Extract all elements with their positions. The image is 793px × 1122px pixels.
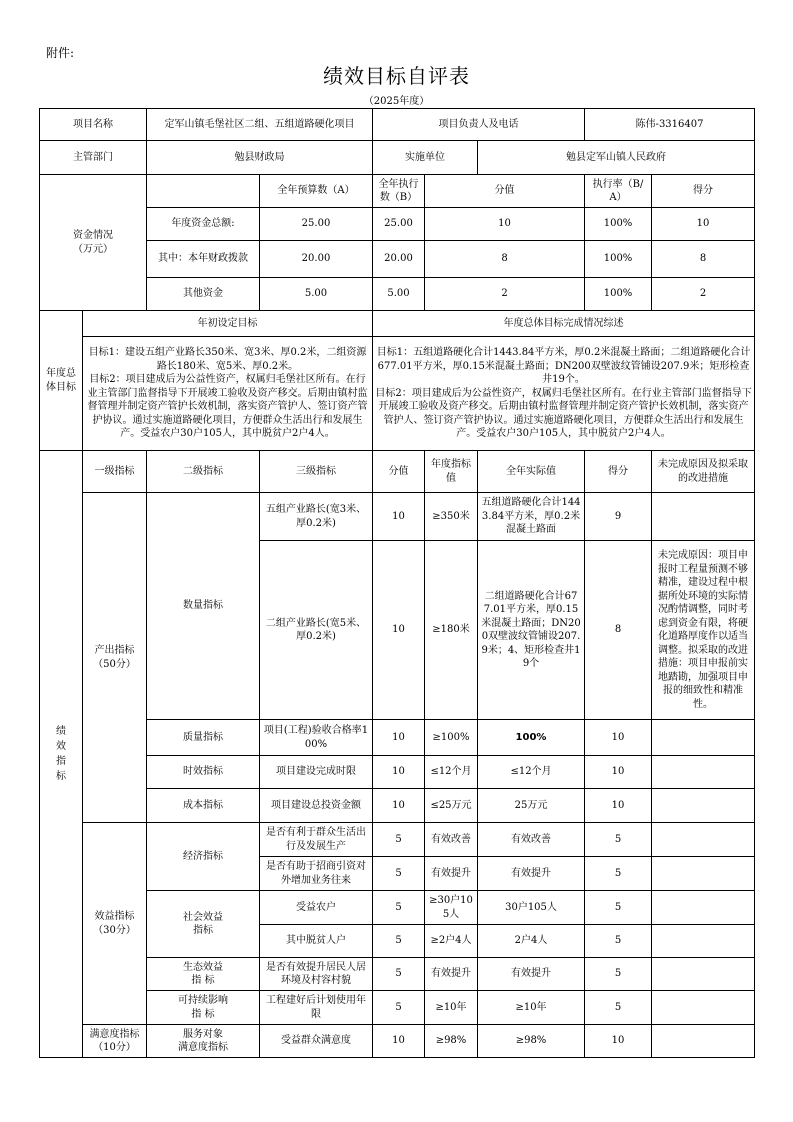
l3-indicator: 是否有利于群众生活出行及发展生产 (260, 823, 373, 857)
actual-value: 100% (478, 720, 585, 756)
target-value: 有效提升 (425, 958, 478, 991)
reason (652, 823, 755, 857)
l3-indicator: 项目建设总投资金额 (260, 789, 373, 823)
score: 5 (585, 891, 652, 925)
impl-label: 实施单位 (373, 141, 478, 175)
score: 9 (585, 493, 652, 541)
reason (652, 925, 755, 958)
target-value: 有效提升 (425, 857, 478, 891)
benefit-indicator-label: 效益指标 （30分） (83, 823, 147, 1025)
output-indicator-label: 产出指标 （50分） (83, 493, 147, 823)
score: 5 (585, 823, 652, 857)
funds-corner (147, 175, 260, 208)
l3-indicator: 受益农户 (260, 891, 373, 925)
score: 8 (585, 541, 652, 720)
target-value: ≤12个月 (425, 756, 478, 789)
reason (652, 756, 755, 789)
score-value: 5 (373, 823, 425, 857)
funds-header-b: 全年执行数（B） (373, 175, 425, 208)
economic-indicator-label: 经济指标 (147, 823, 260, 891)
score: 5 (585, 925, 652, 958)
funds-header-a: 全年预算数（A） (260, 175, 373, 208)
dept-label: 主管部门 (40, 141, 147, 175)
attachment-label: 附件: (46, 46, 75, 60)
summary-text: 目标1：五组道路硬化合计1443.84平方米，厚0.2米混凝土路面；二组道路硬化合计677.01平方米，厚0.15米混凝土路面；DN200双壁波纹管铺设207.9米；矩形检查井19个。 目标2：项目建成后为公益性资产，权属归毛堡社区所有。在行业主管部门监督指导下开展竣工验收及资产移交。后期由镇村监督管理并制定资产管护长效机制，落实资产管护人、签订资产管护协议。通过实施道路硬化项目，方便群众生活出行和发展生产。受益农户30户105人，其中脱贫户2户4人。 (373, 337, 755, 451)
actual-value: 二组道路硬化合计677.01平方米，厚0.15米混凝土路面；DN200双壁波纹管铺设207.9米；4、矩形检查井19个 (478, 541, 585, 720)
actual-value: 有效改善 (478, 823, 585, 857)
actual-value: 有效提升 (478, 958, 585, 991)
score-value: 5 (373, 891, 425, 925)
funds-row-score: 8 (652, 241, 755, 278)
funds-row-name: 年度资金总额: (147, 208, 260, 241)
funds-row-score-value: 8 (425, 241, 585, 278)
score-value: 10 (373, 1025, 425, 1058)
actual-value: 30户105人 (478, 891, 585, 925)
actual-value: 25万元 (478, 789, 585, 823)
satisfaction-indicator-label: 满意度指标 （10分） (83, 1025, 147, 1058)
l3-indicator: 项目(工程)验收合格率100% (260, 720, 373, 756)
target-value: ≥180米 (425, 541, 478, 720)
actual-value: 五组道路硬化合计1443.84平方米，厚0.2米混凝土路面 (478, 493, 585, 541)
l3-indicator: 项目建设完成时限 (260, 756, 373, 789)
ecological-indicator-label: 生态效益 指 标 (147, 958, 260, 991)
l3-indicator: 工程建好后计划使用年限 (260, 991, 373, 1025)
reason (652, 891, 755, 925)
l3-indicator: 五组产业路长(宽3米、厚0.2米) (260, 493, 373, 541)
score: 10 (585, 1025, 652, 1058)
l3-indicator: 二组产业路长(宽5米、厚0.2米) (260, 541, 373, 720)
year-label: （2025年度） (363, 96, 430, 107)
l3-indicator: 是否有助于招商引资对外增加业务往来 (260, 857, 373, 891)
quality-indicator-label: 质量指标 (147, 720, 260, 756)
goals-label: 年度总体目标 (40, 311, 83, 451)
ind-header-score: 得分 (585, 451, 652, 493)
score: 10 (585, 756, 652, 789)
score-value: 10 (373, 789, 425, 823)
ind-header-l3: 三级指标 (260, 451, 373, 493)
reason (652, 789, 755, 823)
funds-row-b: 20.00 (373, 241, 425, 278)
ind-header-l2: 二级指标 (147, 451, 260, 493)
funds-row-rate: 100% (585, 208, 652, 241)
actual-value: 有效提升 (478, 857, 585, 891)
score: 5 (585, 857, 652, 891)
funds-row-a: 25.00 (260, 208, 373, 241)
ind-header-score-value: 分值 (373, 451, 425, 493)
evaluation-table (39, 108, 755, 1058)
score-value: 5 (373, 857, 425, 891)
dept-value: 勉县财政局 (147, 141, 373, 175)
funds-row-name: 其中：本年财政拨款 (147, 241, 260, 278)
target-value: ≥98% (425, 1025, 478, 1058)
sustainability-indicator-label: 可持续影响 指 标 (147, 991, 260, 1025)
service-satisfaction-label: 服务对象 满意度指标 (147, 1025, 260, 1058)
summary-header: 年度总体目标完成情况综述 (373, 311, 755, 337)
funds-row-a: 20.00 (260, 241, 373, 278)
l3-indicator: 是否有效提升居民人居环境及村容村貌 (260, 958, 373, 991)
funds-row-score-value: 10 (425, 208, 585, 241)
funds-row-name: 其他资金 (147, 278, 260, 311)
actual-value: 2户4人 (478, 925, 585, 958)
reason: 未完成原因：项目申报时工程量预测不够精准，建设过程中根据所处环境的实际情况酌情调整，同时考虑到资金有限，将硬化道路厚度作以适当调整。拟采取的改进措施：项目申报前实地踏勘，加强项目申报的细致性和精准性。 (652, 541, 755, 720)
l3-indicator: 其中脱贫人户 (260, 925, 373, 958)
project-name-label: 项目名称 (40, 109, 147, 141)
cost-indicator-label: 成本指标 (147, 789, 260, 823)
reason (652, 493, 755, 541)
score: 5 (585, 958, 652, 991)
funds-row-b: 25.00 (373, 208, 425, 241)
actual-value: ≤12个月 (478, 756, 585, 789)
reason (652, 1025, 755, 1058)
quantity-indicator-label: 数量指标 (147, 493, 260, 720)
score-value: 5 (373, 958, 425, 991)
page-title: 绩效目标自评表 (323, 64, 470, 88)
indicators-label: 绩效指标 (40, 451, 83, 1058)
target-value: ≥350米 (425, 493, 478, 541)
funds-row-b: 5.00 (373, 278, 425, 311)
funds-header-score-value: 分值 (425, 175, 585, 208)
score-value: 10 (373, 756, 425, 789)
target-value: ≥2户4人 (425, 925, 478, 958)
funds-header-rate: 执行率（B/A） (585, 175, 652, 208)
target-value: ≥100% (425, 720, 478, 756)
reason (652, 958, 755, 991)
social-indicator-label: 社会效益 指标 (147, 891, 260, 958)
project-name: 定军山镇毛堡社区二组、五组道路硬化项目 (147, 109, 373, 141)
l3-indicator: 受益群众满意度 (260, 1025, 373, 1058)
reason (652, 991, 755, 1025)
ind-header-l1: 一级指标 (83, 451, 147, 493)
actual-value: ≥10年 (478, 991, 585, 1025)
funds-row-score: 10 (652, 208, 755, 241)
actual-value: ≥98% (478, 1025, 585, 1058)
funds-row-a: 5.00 (260, 278, 373, 311)
score-value: 10 (373, 493, 425, 541)
target-value: ≤25万元 (425, 789, 478, 823)
funds-label: 资金情况 （万元） (40, 175, 147, 311)
score: 5 (585, 991, 652, 1025)
funds-row-rate: 100% (585, 278, 652, 311)
score-value: 5 (373, 991, 425, 1025)
funds-row-rate: 100% (585, 241, 652, 278)
ind-header-reason: 未完成原因及拟采取的改进措施 (652, 451, 755, 493)
ind-header-actual: 全年实际值 (478, 451, 585, 493)
initial-goal-header: 年初设定目标 (83, 311, 373, 337)
impl-value: 勉县定军山镇人民政府 (478, 141, 755, 175)
score: 10 (585, 720, 652, 756)
reason (652, 857, 755, 891)
target-value: ≥30户105人 (425, 891, 478, 925)
leader-label: 项目负责人及电话 (373, 109, 585, 141)
score-value: 10 (373, 720, 425, 756)
funds-row-score-value: 2 (425, 278, 585, 311)
score-value: 5 (373, 925, 425, 958)
score: 10 (585, 789, 652, 823)
initial-goal-text: 目标1：建设五组产业路长350米、宽3米、厚0.2米，二组资源路长180米、宽5米、厚0.2米。 目标2：项目建成后为公益性资产，权属归毛堡社区所有。在行业主管部门监督指导下开展竣工验收及资产移交。后期由镇村监督管理并制定资产管护长效机制，落实资产管护人、签订资产管护协议。通过实施道路硬化项目，方便群众生活出行和发展生产。受益农户30户105人，其中脱贫户2户4人。 (83, 337, 373, 451)
target-value: ≥10年 (425, 991, 478, 1025)
leader-value: 陈伟-3316407 (585, 109, 755, 141)
target-value: 有效改善 (425, 823, 478, 857)
ind-header-target: 年度指标值 (425, 451, 478, 493)
timeliness-indicator-label: 时效指标 (147, 756, 260, 789)
score-value: 10 (373, 541, 425, 720)
funds-row-score: 2 (652, 278, 755, 311)
reason (652, 720, 755, 756)
funds-header-score: 得分 (652, 175, 755, 208)
